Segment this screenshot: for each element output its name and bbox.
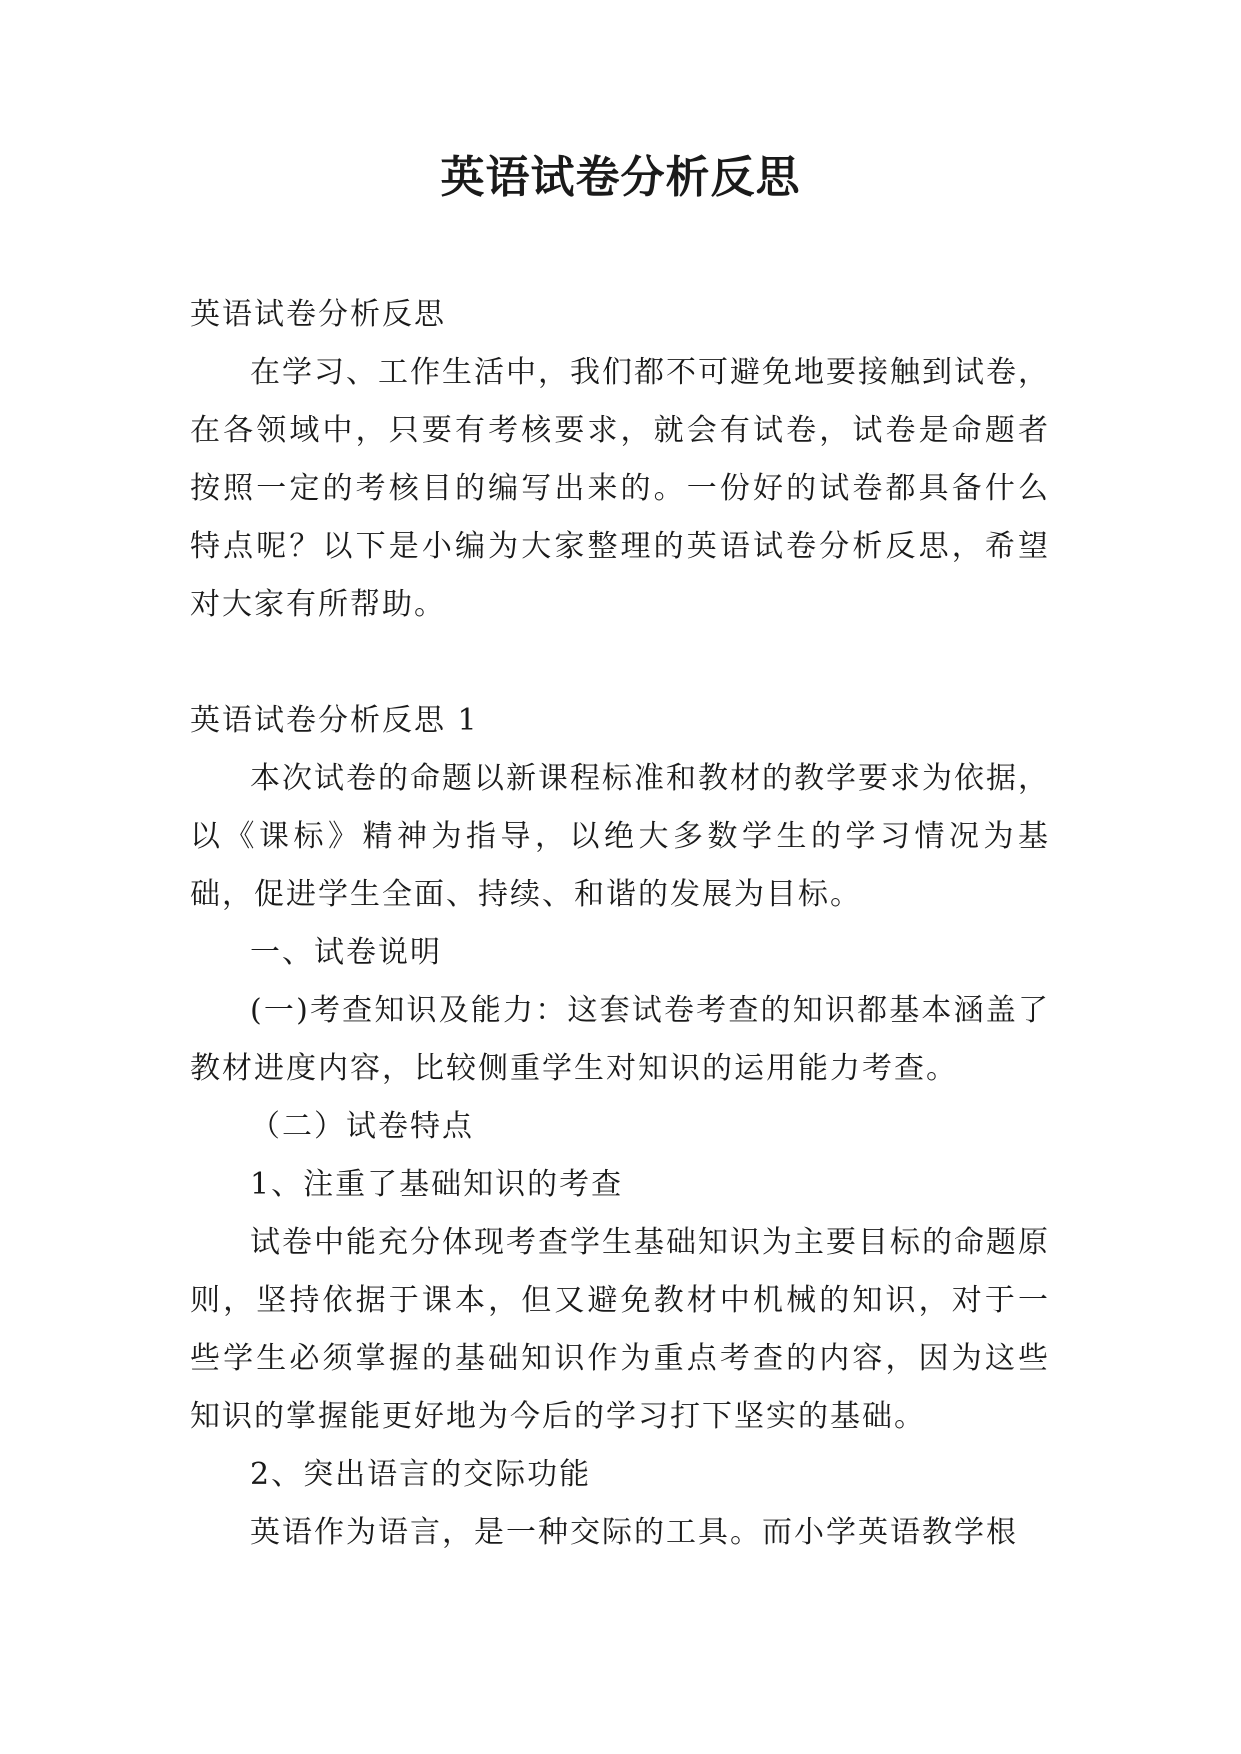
- body-paragraph: (一)考查知识及能力：这套试卷考查的知识都基本涵盖了教材进度内容，比较侧重学生对知识的运用能力考查。: [190, 993, 1050, 1086]
- intro-heading: 英语试卷分析反思: [190, 297, 446, 332]
- body-paragraph: 试卷中能充分体现考查学生基础知识为主要目标的命题原则，坚持依据于课本，但又避免教材中机械的知识，对于一些学生必须掌握的基础知识作为重点考查的内容，因为这些知识的掌握能更好地为今后的学习打下坚实的基础。: [190, 1225, 1050, 1434]
- document-body: [190, 286, 1050, 1562]
- body-paragraph: 2、突出语言的交际功能: [250, 1457, 592, 1492]
- document-title: 英语试卷分析反思: [440, 152, 801, 203]
- body-paragraph: 本次试卷的命题以新课程标准和教材的教学要求为依据，以《课标》精神为指导，以绝大多数学生的学习情况为基础，促进学生全面、持续、和谐的发展为目标。: [190, 761, 1050, 912]
- body-paragraph: （二）试卷特点: [250, 1109, 474, 1144]
- intro-paragraph: 在学习、工作生活中，我们都不可避免地要接触到试卷，在各领域中，只要有考核要求，就会有试卷，试卷是命题者按照一定的考核目的编写出来的。一份好的试卷都具备什么特点呢？以下是小编为大家整理的英语试卷分析反思，希望对大家有所帮助。: [190, 355, 1050, 622]
- section-spacer: [190, 634, 1050, 692]
- body-paragraph: 英语作为语言，是一种交际的工具。而小学英语教学根: [250, 1515, 1018, 1550]
- section-heading: 英语试卷分析反思 1: [190, 703, 479, 738]
- body-paragraph: 一、试卷说明: [250, 935, 442, 970]
- body-paragraph: 1、注重了基础知识的考查: [250, 1167, 624, 1202]
